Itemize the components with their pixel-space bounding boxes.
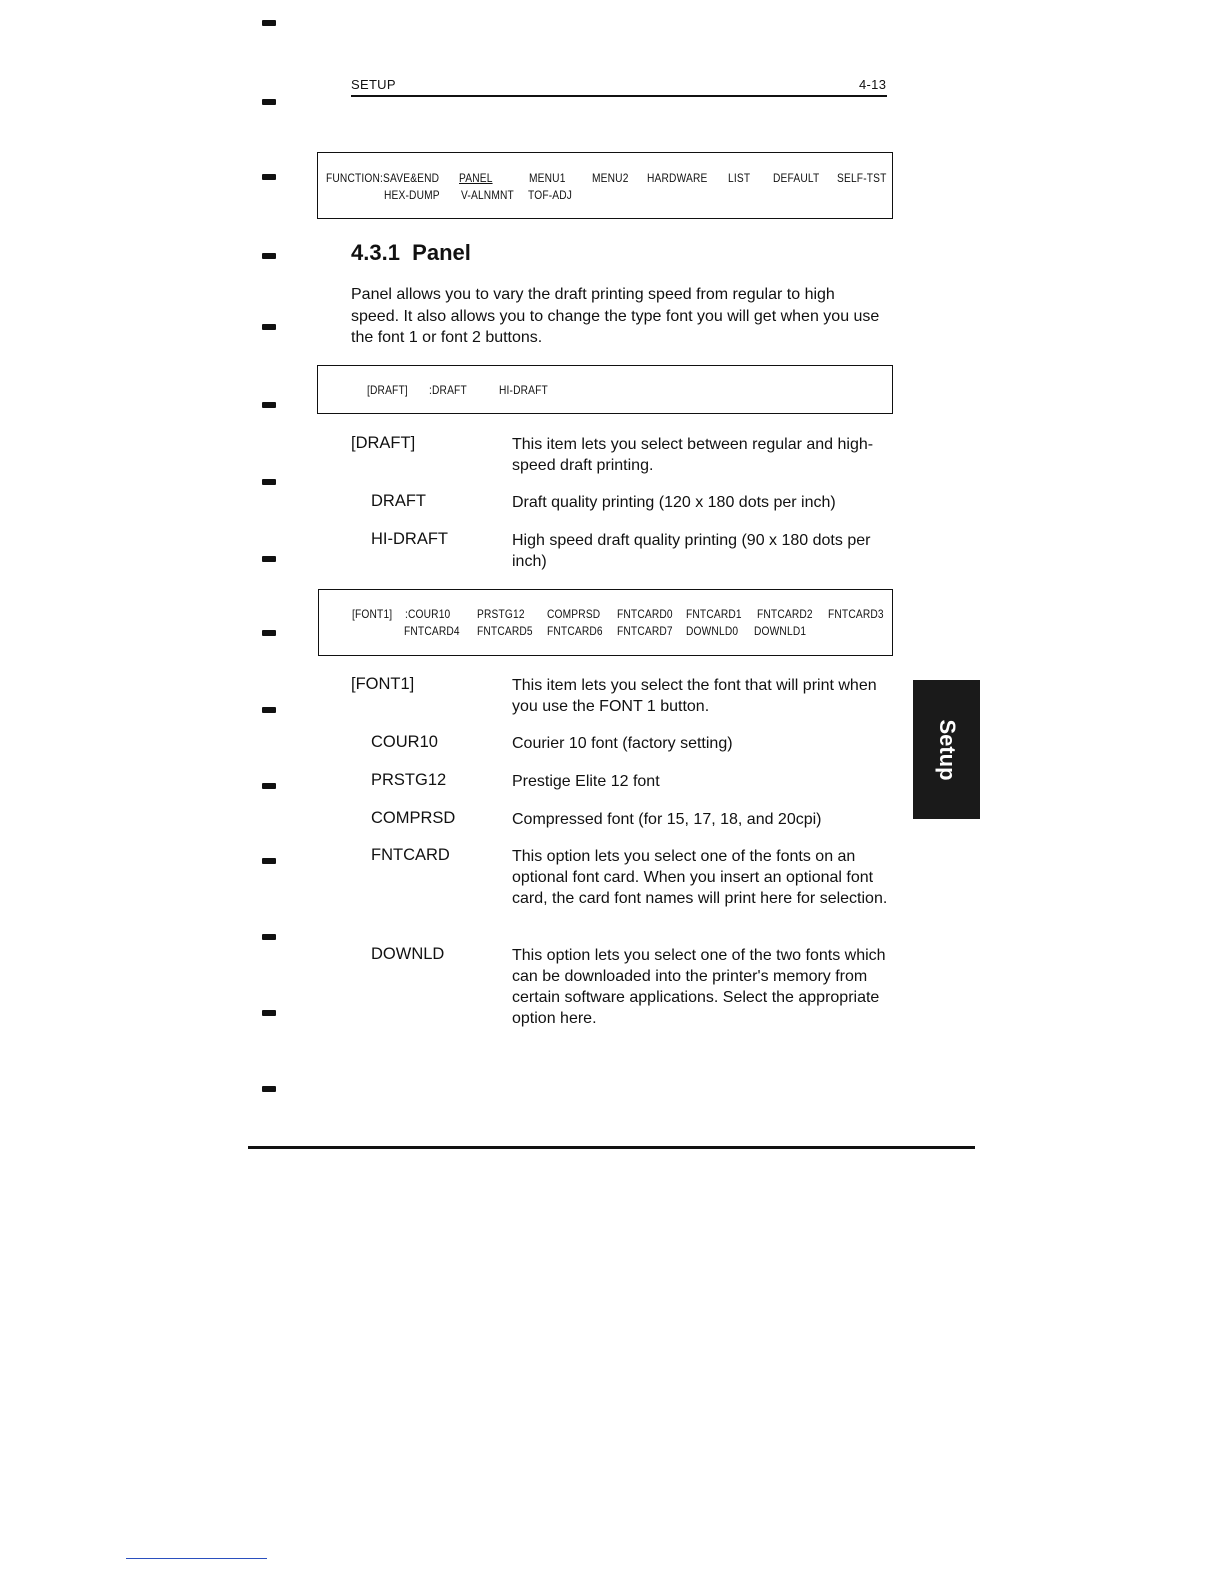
menu-menu2: MENU2	[592, 171, 629, 185]
font-menu-item: :COUR10	[405, 607, 451, 621]
menu-hardware: HARDWARE	[647, 171, 708, 185]
font-item-desc: Compressed font (for 15, 17, 18, and 20cpi)	[512, 811, 822, 828]
function-menu-box	[317, 152, 893, 219]
font-item-desc: This item lets you select the font that will print when you use the FONT 1 button.	[512, 677, 877, 715]
font-item-desc: Prestige Elite 12 font	[512, 773, 660, 790]
font-menu-item: FNTCARD7	[617, 624, 673, 638]
font-menu-item: FNTCARD2	[757, 607, 813, 621]
draft-menu-item: HI-DRAFT	[499, 383, 548, 397]
section-intro: Panel allows you to vary the draft printing speed from regular to high speed. It also allows you to change the type font you will get when you use the font 1 or font 2 buttons.	[351, 286, 880, 346]
footnote-rule	[126, 1558, 267, 1559]
draft-menu-item: :DRAFT	[429, 383, 467, 397]
footer-rule	[248, 1146, 975, 1149]
menu-panel: PANEL	[459, 171, 493, 185]
font-menu-box	[318, 589, 893, 656]
header-rule	[351, 95, 887, 97]
page-number: 4-13	[859, 77, 887, 92]
font-menu-item: FNTCARD3	[828, 607, 884, 621]
font-menu-item: FNTCARD4	[404, 624, 460, 638]
draft-item-label: [DRAFT]	[351, 434, 416, 452]
font-menu-item: FNTCARD0	[617, 607, 673, 621]
font-menu-item: FNTCARD5	[477, 624, 533, 638]
font-item-label: PRSTG12	[371, 771, 447, 789]
font-item-desc: Courier 10 font (factory setting)	[512, 735, 733, 752]
draft-item-desc: Draft quality printing (120 x 180 dots per inch)	[512, 494, 836, 511]
font-item-label: FNTCARD	[371, 846, 450, 864]
font-item-label: COUR10	[371, 733, 438, 751]
menu-list: LIST	[728, 171, 751, 185]
font-menu-item: FNTCARD1	[686, 607, 742, 621]
font-menu-item: DOWNLD0	[686, 624, 739, 638]
font-menu-item: PRSTG12	[477, 607, 525, 621]
draft-menu-box	[317, 365, 893, 414]
draft-item-label: HI-DRAFT	[371, 530, 448, 548]
font-menu-item: DOWNLD1	[754, 624, 807, 638]
font-item-label: DOWNLD	[371, 945, 445, 963]
font-menu-item: FNTCARD6	[547, 624, 603, 638]
menu-hex-dump: HEX-DUMP	[384, 188, 440, 202]
font-menu-item: COMPRSD	[547, 607, 601, 621]
menu-v-alnmnt: V-ALNMNT	[461, 188, 514, 202]
section-title: 4.3.1 Panel	[351, 240, 471, 265]
font-item-desc: This option lets you select one of the fonts on an optional font card. When you insert an optional font card, the card font names will print here for selection.	[512, 848, 888, 907]
menu-function-save-end: FUNCTION:SAVE&END	[326, 171, 440, 185]
font-item-desc: This option lets you select one of the two fonts which can be downloaded into the printer's memory from certain software applications. Select the appropriate option here.	[512, 947, 886, 1027]
draft-item-label: DRAFT	[371, 492, 426, 510]
menu-default: DEFAULT	[773, 171, 820, 185]
menu-self-tst: SELF-TST	[837, 171, 887, 185]
draft-menu-item: [DRAFT]	[367, 383, 408, 397]
draft-item-desc: This item lets you select between regular and high-speed draft printing.	[512, 436, 874, 474]
menu-menu1: MENU1	[529, 171, 566, 185]
setup-side-tab	[913, 680, 980, 819]
side-tab-label: Setup	[934, 718, 960, 781]
running-header-section: SETUP	[351, 77, 396, 92]
font-menu-item: [FONT1]	[352, 607, 393, 621]
menu-tof-adj: TOF-ADJ	[528, 188, 573, 202]
font-item-label: [FONT1]	[351, 675, 415, 693]
draft-item-desc: High speed draft quality printing (90 x 180 dots per inch)	[512, 532, 871, 570]
font-item-label: COMPRSD	[371, 809, 456, 827]
